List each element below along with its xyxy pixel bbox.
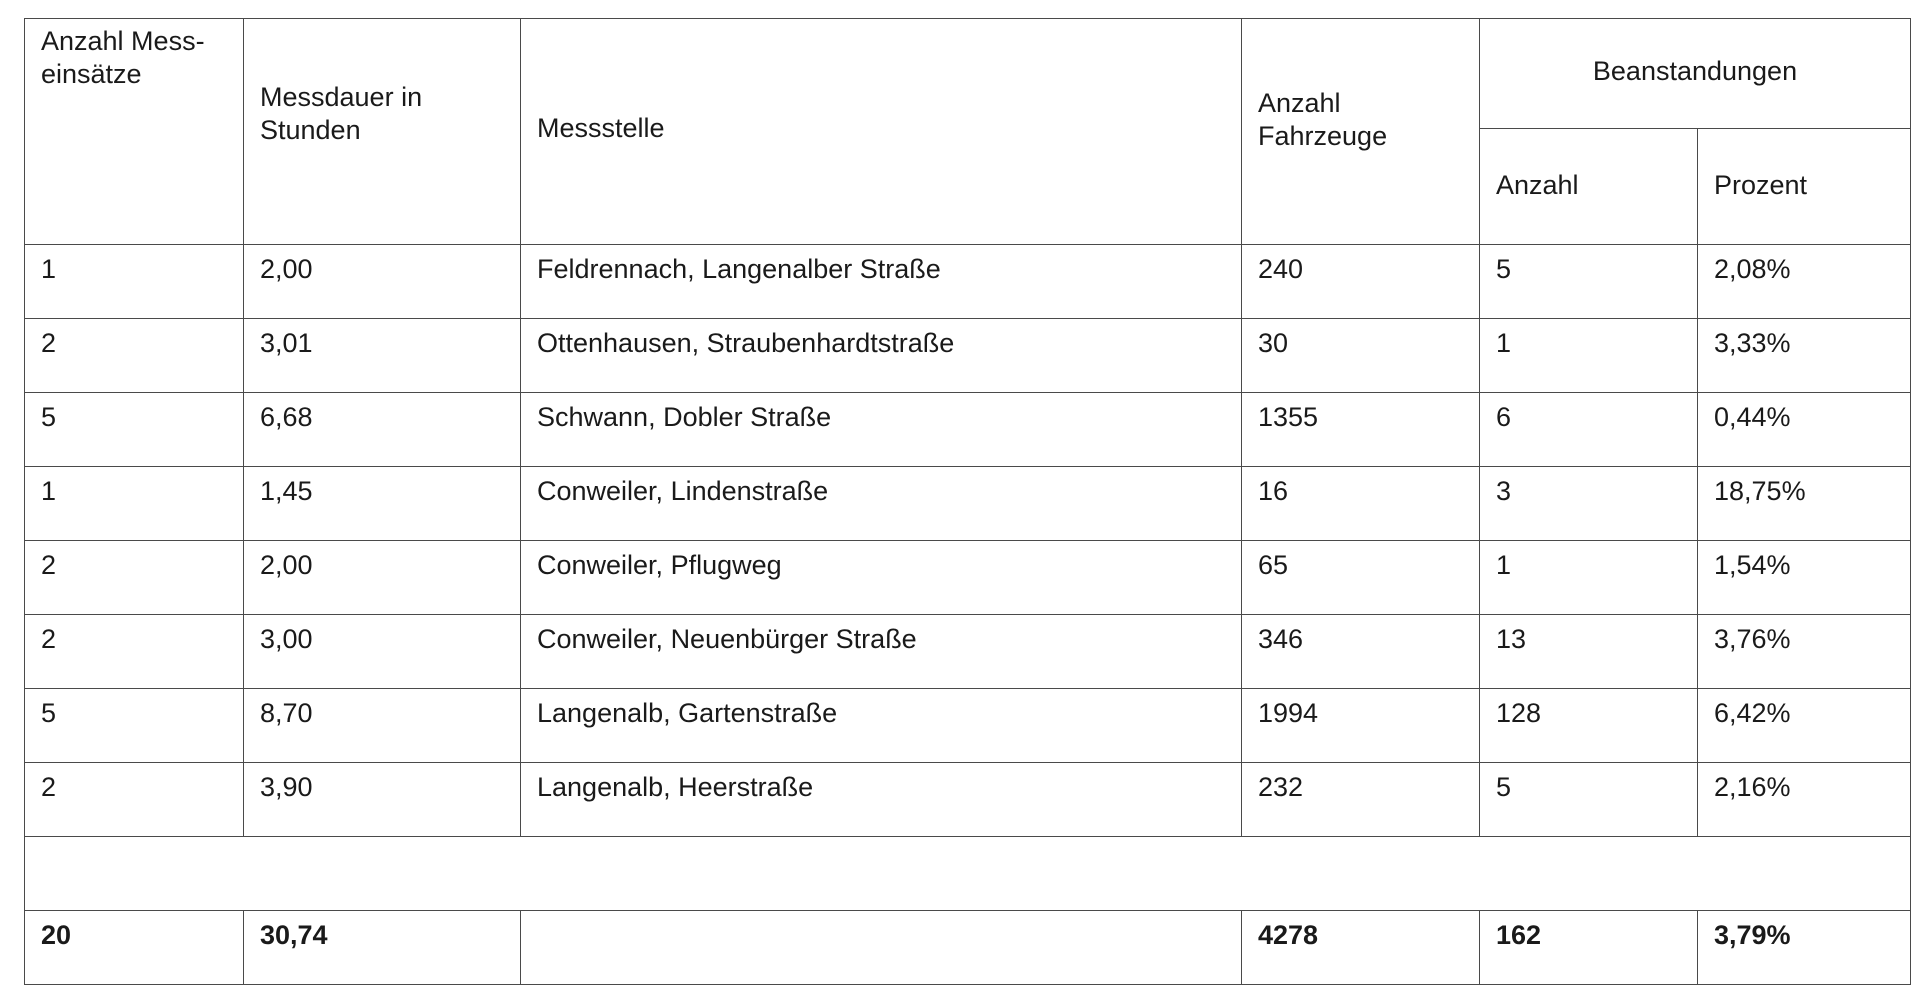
cell-messdauer: 6,68 — [244, 393, 521, 467]
cell-anzahl-fahrzeuge: 346 — [1242, 615, 1480, 689]
cell-messdauer: 3,01 — [244, 319, 521, 393]
header-anzahl-messeinsaetze-line1: Anzahl Mess- — [41, 26, 205, 56]
header-row — [25, 19, 1911, 129]
header-anzahl-messeinsaetze-line2: einsätze — [41, 59, 142, 89]
total-beanstandungen-anzahl: 162 — [1480, 911, 1698, 985]
total-anzahl-fahrzeuge: 4278 — [1242, 911, 1480, 985]
total-messstelle — [521, 911, 1242, 985]
header-messdauer-line2: Stunden — [260, 115, 361, 145]
cell-beanstandungen-anzahl: 128 — [1480, 689, 1698, 763]
empty-spacer-cell — [25, 837, 1911, 911]
cell-anzahl-messeinsaetze: 2 — [25, 319, 244, 393]
cell-messdauer: 2,00 — [244, 245, 521, 319]
cell-anzahl-messeinsaetze: 5 — [25, 393, 244, 467]
cell-beanstandungen-prozent: 0,44% — [1698, 393, 1911, 467]
cell-anzahl-messeinsaetze: 2 — [25, 763, 244, 837]
measurement-table — [24, 18, 1911, 985]
cell-messstelle: Feldrennach, Langenalber Straße — [521, 245, 1242, 319]
header-beanstandungen-anzahl: Anzahl — [1480, 129, 1698, 245]
cell-messdauer: 2,00 — [244, 541, 521, 615]
cell-beanstandungen-anzahl: 6 — [1480, 393, 1698, 467]
header-anzahl-fahrzeuge — [1242, 19, 1480, 245]
cell-anzahl-fahrzeuge: 1355 — [1242, 393, 1480, 467]
header-anzahl-fahrzeuge-line1: Anzahl — [1258, 88, 1341, 118]
cell-beanstandungen-prozent: 18,75% — [1698, 467, 1911, 541]
cell-messstelle: Conweiler, Neuenbürger Straße — [521, 615, 1242, 689]
total-messdauer: 30,74 — [244, 911, 521, 985]
header-messdauer-line1: Messdauer in — [260, 82, 423, 112]
cell-anzahl-messeinsaetze: 1 — [25, 467, 244, 541]
cell-messstelle: Langenalb, Gartenstraße — [521, 689, 1242, 763]
cell-beanstandungen-prozent: 6,42% — [1698, 689, 1911, 763]
cell-anzahl-fahrzeuge: 16 — [1242, 467, 1480, 541]
cell-messstelle: Schwann, Dobler Straße — [521, 393, 1242, 467]
total-row — [25, 911, 1911, 985]
total-anzahl-messeinsaetze: 20 — [25, 911, 244, 985]
header-beanstandungen-prozent: Prozent — [1698, 129, 1911, 245]
cell-beanstandungen-prozent: 3,76% — [1698, 615, 1911, 689]
cell-anzahl-messeinsaetze: 2 — [25, 615, 244, 689]
header-messdauer — [244, 19, 521, 245]
table-row — [25, 541, 1911, 615]
cell-beanstandungen-prozent: 2,08% — [1698, 245, 1911, 319]
cell-beanstandungen-prozent: 3,33% — [1698, 319, 1911, 393]
table-row — [25, 245, 1911, 319]
cell-anzahl-fahrzeuge: 240 — [1242, 245, 1480, 319]
cell-messstelle: Langenalb, Heerstraße — [521, 763, 1242, 837]
cell-messdauer: 1,45 — [244, 467, 521, 541]
cell-anzahl-messeinsaetze: 1 — [25, 245, 244, 319]
header-beanstandungen: Beanstandungen — [1480, 19, 1911, 129]
table-row — [25, 319, 1911, 393]
cell-messstelle: Conweiler, Lindenstraße — [521, 467, 1242, 541]
cell-messstelle: Conweiler, Pflugweg — [521, 541, 1242, 615]
cell-messdauer: 3,00 — [244, 615, 521, 689]
header-anzahl-messeinsaetze — [25, 19, 244, 245]
cell-beanstandungen-anzahl: 3 — [1480, 467, 1698, 541]
cell-messstelle: Ottenhausen, Straubenhardtstraße — [521, 319, 1242, 393]
cell-beanstandungen-anzahl: 5 — [1480, 763, 1698, 837]
table-row — [25, 393, 1911, 467]
header-anzahl-fahrzeuge-line2: Fahrzeuge — [1258, 121, 1388, 151]
table-row — [25, 467, 1911, 541]
empty-spacer-row — [25, 837, 1911, 911]
cell-anzahl-messeinsaetze: 5 — [25, 689, 244, 763]
cell-beanstandungen-prozent: 1,54% — [1698, 541, 1911, 615]
total-beanstandungen-prozent: 3,79% — [1698, 911, 1911, 985]
cell-messdauer: 8,70 — [244, 689, 521, 763]
cell-anzahl-fahrzeuge: 1994 — [1242, 689, 1480, 763]
cell-messdauer: 3,90 — [244, 763, 521, 837]
cell-anzahl-fahrzeuge: 30 — [1242, 319, 1480, 393]
cell-beanstandungen-prozent: 2,16% — [1698, 763, 1911, 837]
cell-beanstandungen-anzahl: 5 — [1480, 245, 1698, 319]
header-messstelle: Messstelle — [521, 19, 1242, 245]
cell-anzahl-messeinsaetze: 2 — [25, 541, 244, 615]
table-row — [25, 689, 1911, 763]
cell-beanstandungen-anzahl: 13 — [1480, 615, 1698, 689]
table-row — [25, 763, 1911, 837]
cell-beanstandungen-anzahl: 1 — [1480, 319, 1698, 393]
cell-anzahl-fahrzeuge: 65 — [1242, 541, 1480, 615]
table-row — [25, 615, 1911, 689]
cell-beanstandungen-anzahl: 1 — [1480, 541, 1698, 615]
cell-anzahl-fahrzeuge: 232 — [1242, 763, 1480, 837]
